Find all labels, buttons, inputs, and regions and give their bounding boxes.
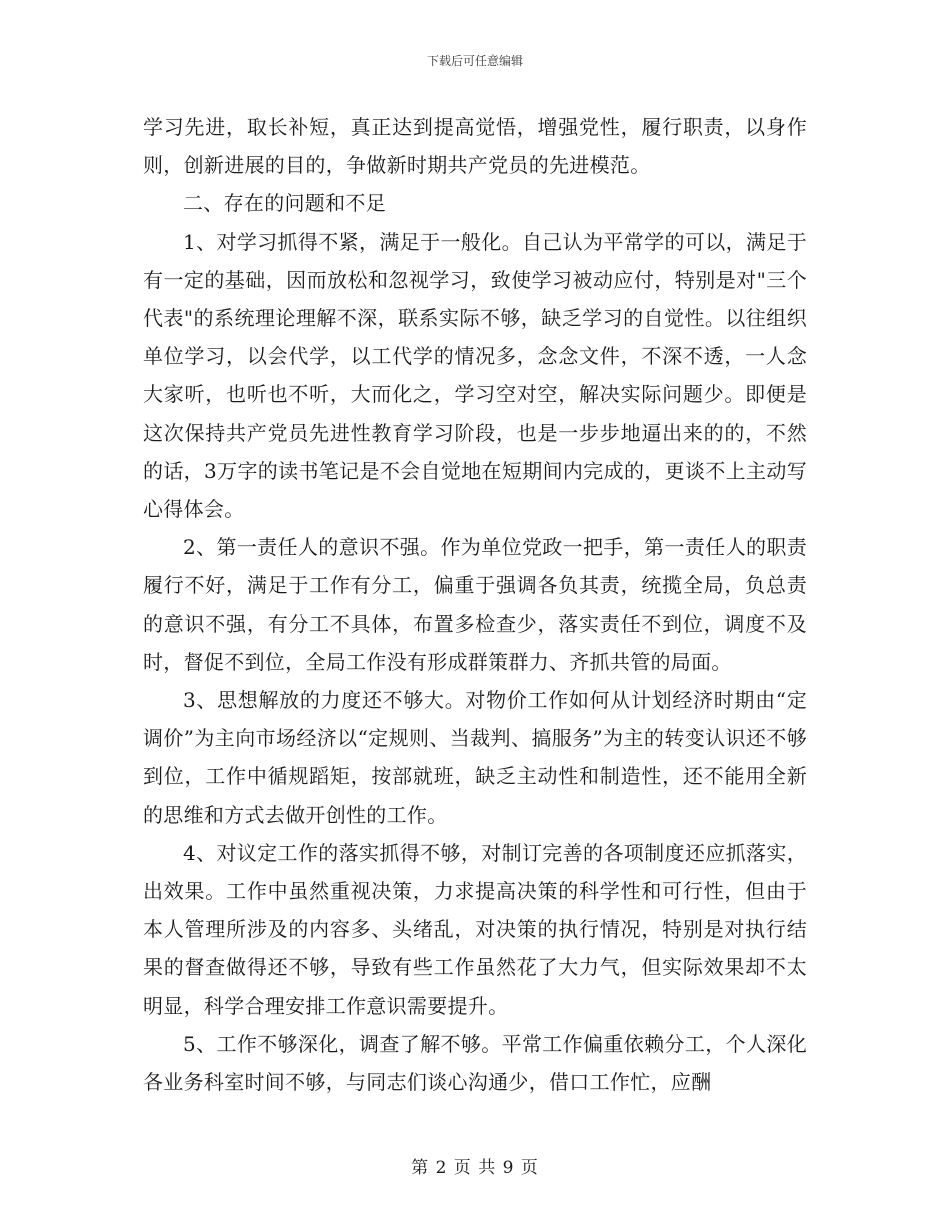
paragraph-item-2: 2、第一责任人的意识不强。作为单位党政一把手，第一责任人的职责履行不好，满足于工作有分工，偏重于强调各负其责，统揽全局，负总责的意识不强，有分工不具体，布置多检查少，落实责任不到位，调度不及时，督促不到位，全局工作没有形成群策群力、齐抓共管的局面。 — [143, 535, 807, 674]
paragraph-item-3: 3、思想解放的力度还不够大。对物价工作如何从计划经济时期由“定调价”为主向市场经济以“定规则、当裁判、搞服务”为主的转变认识还不够到位，工作中循规蹈矩，按部就班，缺乏主动性和制造性，还不能用全新的思维和方式去做开创性的工作。 — [143, 688, 807, 827]
section-heading: 二、存在的问题和不足 — [183, 191, 386, 216]
page-header: 下载后可任意编辑 — [426, 54, 523, 68]
page-number: 第 2 页 共 9 页 — [411, 1158, 539, 1178]
paragraph-item-1: 1、对学习抓得不紧，满足于一般化。自己认为平常学的可以，满足于有一定的基础，因而放松和忽视学习，致使学习被动应付，特别是对"三个代表"的系统理论理解不深，联系实际不够，缺乏学习的自觉性。以往组织单位学习，以会代学，以工代学的情况多，念念文件，不深不透，一人念大家听，也听也不听，大而化之，学习空对空，解决实际问题少。即便是这次保持共产党员先进性教育学习阶段，也是一步步地逼出来的的，不然的话，3万字的读书笔记是不会自觉地在短期间内完成的，更谈不上主动写心得体会。 — [143, 229, 807, 522]
paragraph-item-4: 4、对议定工作的落实抓得不够，对制订完善的各项制度还应抓落实，出效果。工作中虽然重视决策，力求提高决策的科学性和可行性，但由于本人管理所涉及的内容多、头绪乱，对决策的执行情况，特别是对执行结果的督查做得还不够，导致有些工作虽然花了大力气，但实际效果却不太明显，科学合理安排工作意识需要提升。 — [143, 840, 807, 1018]
paragraph-continuation: 学习先进，取长补短，真正达到提高觉悟，增强党性，履行职责，以身作则，创新进展的目的，争做新时期共产党员的先进模范。 — [143, 115, 807, 178]
document-body — [143, 108, 807, 1101]
paragraph-item-5: 5、工作不够深化，调查了解不够。平常工作偏重依赖分工，个人深化各业务科室时间不够，与同志们谈心沟通少，借口工作忙，应酬 — [143, 1031, 807, 1095]
